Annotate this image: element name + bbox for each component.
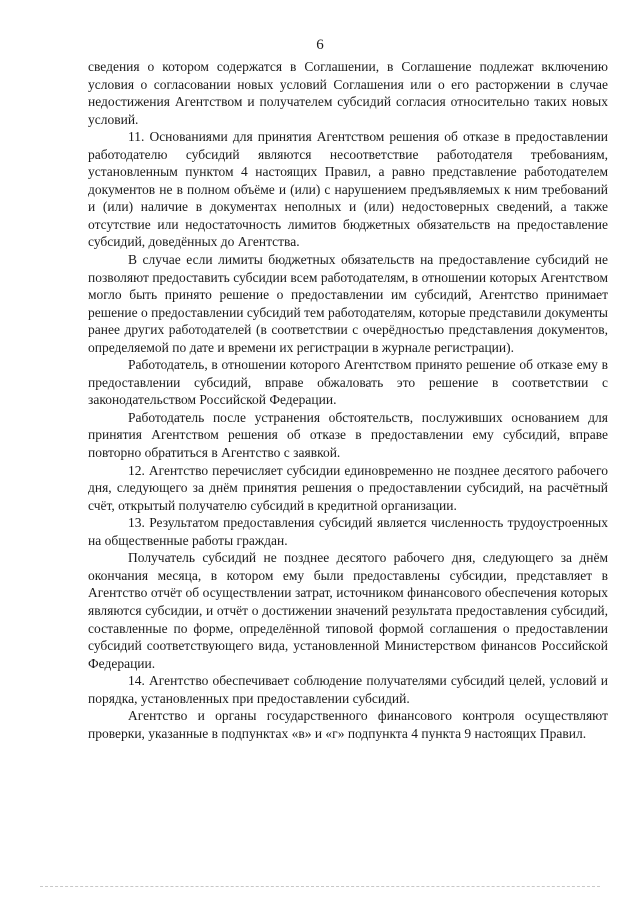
paragraph-13: 13. Результатом предоставления субсидий является численность трудоустроенных на общественные работы граждан.: [88, 515, 608, 548]
paragraph-11-appeal: Работодатель, в отношении которого Агентством принято решение об отказе ему в предоставлении субсидий, вправе обжаловать это решение в соответствии с законодательством Российской Федерации.: [88, 357, 608, 408]
paragraph-12: 12. Агентство перечисляет субсидии единовременно не позднее десятого рабочего дня, следующего за днём принятия решения о предоставлении субсидий, на расчётный счёт, открытый получателю субсидий в кредитной организации.: [88, 462, 608, 513]
paragraph-11-reapply: Работодатель после устранения обстоятельств, послуживших основанием для принятия Агентством решения об отказе в предоставлении ему субсидий, вправе повторно обратиться в Агентство с заявкой.: [88, 409, 608, 461]
paragraph-continuation: сведения о котором содержатся в Соглашении, в Соглашение подлежат включению условия о согласовании новых условий Соглашения или о его расторжении в случае недостижения Агентством и получателем субсидий согласия относительно таких новых условий.: [88, 59, 608, 127]
paragraph-14-control: Агентство и органы государственного финансового контроля осуществляют проверки, указанные в подпунктах «в» и «г» подпункта 4 пункта 9 настоящих Правил.: [88, 708, 608, 741]
page-number: 6: [316, 37, 324, 53]
scan-edge-artifact: [40, 886, 600, 887]
document-body: [88, 58, 608, 742]
paragraph-14: 14. Агентство обеспечивает соблюдение получателями субсидий целей, условий и порядка, установленных при предоставлении субсидий.: [88, 673, 608, 706]
paragraph-11-limits: В случае если лимиты бюджетных обязательств на предоставление субсидий не позволяют предоставить субсидии всем работодателям, в отношении которых Агентством могло быть принято решение о предоставлении им субсидий, Агентство принимает решение о предоставлении субсидий тем работодателям, которые представили документы ранее других работодателей (в соответствии с очерёдностью представления документов, определяемой по дате и времени их регистрации в журнале регистрации).: [88, 252, 608, 355]
paragraph-11: 11. Основаниями для принятия Агентством решения об отказе в предоставлении работодателю субсидий являются несоответствие работодателя требованиям, установленным пунктом 4 настоящих Правил, а равно представление работодателем документов не в полном объёме и (или) с нарушением предъявляемых к ним требований и (или) наличие в документах неполных и (или) недостоверных сведений, а также отсутствие или недостаточность лимитов бюджетных обязательств на предоставление субсидий, доведённых до Агентства.: [88, 129, 608, 250]
paragraph-13-report: Получатель субсидий не позднее десятого рабочего дня, следующего за днём окончания месяца, в котором ему были предоставлены субсидии, представляет в Агентство отчёт об осуществлении затрат, источником финансового обеспечения которых являются субсидии, и отчёт о достижении значений результата предоставления субсидий, составленные по форме, определённой типовой формой соглашения о предоставлении субсидий соответствующего вида, установленной Министерством финансов Российской Федерации.: [88, 550, 608, 671]
